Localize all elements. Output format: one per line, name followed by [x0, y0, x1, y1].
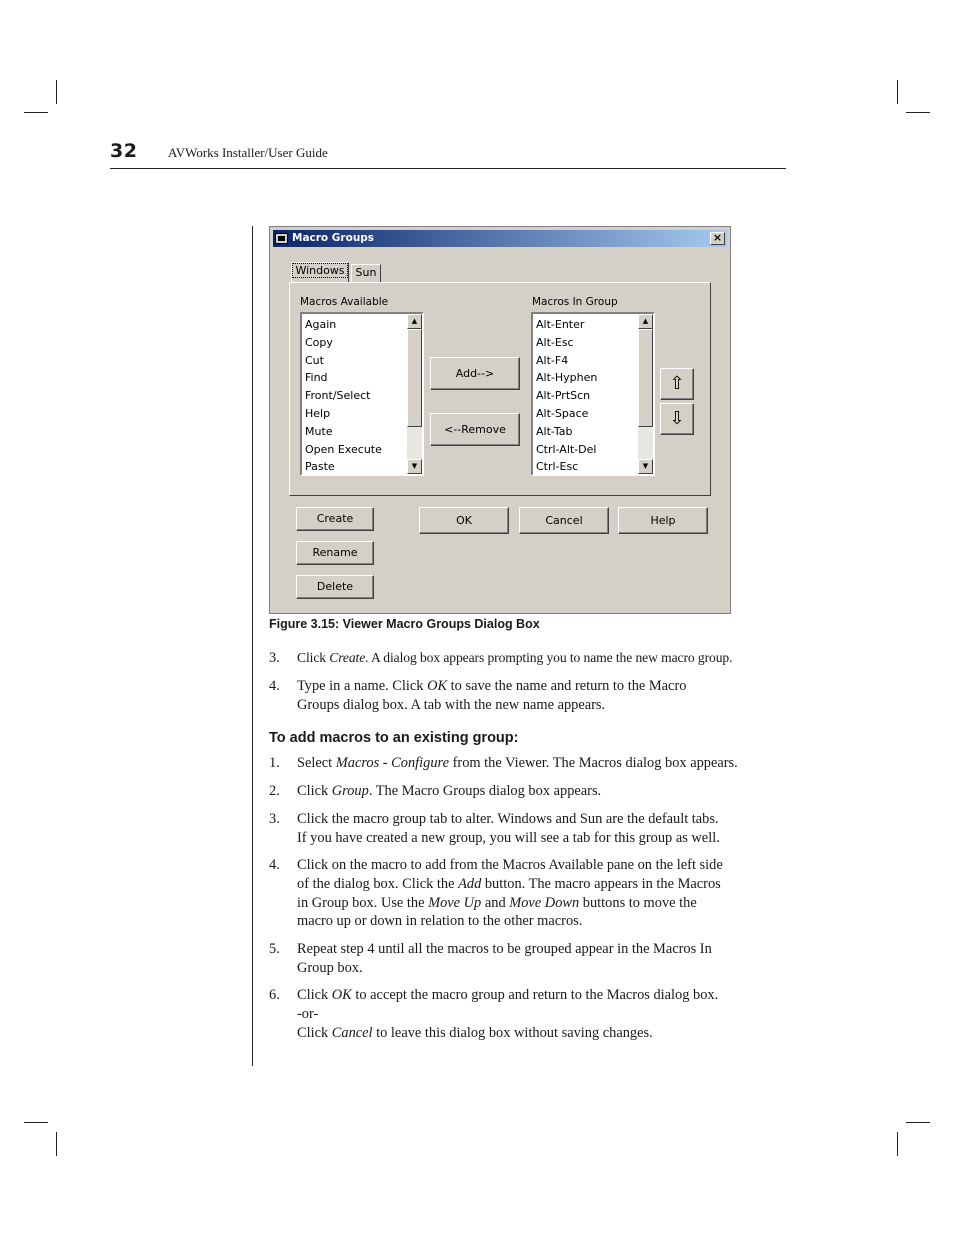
emphasis: OK [427, 678, 448, 694]
step-text [297, 649, 789, 668]
step-line [297, 696, 789, 715]
step-text [297, 782, 789, 801]
emphasis: Add [458, 875, 482, 892]
text-run: . The Macro Groups dialog box appears. [368, 783, 602, 799]
tab-label: Windows [292, 263, 347, 278]
crop-mark [56, 1132, 57, 1156]
crop-mark [906, 112, 930, 113]
list-item[interactable]: Alt-PrtScn [536, 389, 591, 403]
scroll-up-icon[interactable]: ▲ [638, 314, 653, 329]
move-down-button[interactable] [660, 403, 694, 435]
step-text [297, 754, 789, 773]
step-line [297, 1005, 789, 1024]
figure-caption: Figure 3.15: Viewer Macro Groups Dialog Box [269, 617, 540, 631]
text-run: Click [297, 783, 332, 799]
step-text [297, 810, 789, 848]
step-text [297, 856, 789, 931]
running-head: AVWorks Installer/User Guide [168, 145, 328, 160]
list-item[interactable]: Ctrl-Esc [536, 460, 579, 474]
step-line [297, 829, 789, 848]
scroll-down-icon[interactable]: ▼ [638, 459, 653, 474]
list-item[interactable]: Alt-Enter [536, 318, 585, 331]
text-run: macro up or down in relation to the other macros. [297, 913, 583, 930]
emphasis: Group [331, 783, 369, 799]
text-run: Click [297, 650, 330, 665]
list-item[interactable]: Find [305, 371, 328, 385]
move-up-button[interactable] [660, 368, 694, 400]
list-item[interactable]: Alt-Tab [536, 424, 573, 438]
step-line [297, 1024, 789, 1043]
scroll-up-icon[interactable]: ▲ [407, 314, 422, 329]
list-item[interactable]: Help [305, 406, 331, 420]
list-item[interactable]: Cut [305, 353, 324, 367]
step-line [297, 649, 789, 668]
page-number: 32 [110, 140, 138, 162]
text-run: Select [297, 755, 336, 771]
crop-mark [24, 112, 48, 113]
step-line [297, 856, 789, 875]
list-item[interactable]: Alt-Space [536, 406, 589, 420]
step-number: 4. [269, 857, 280, 873]
step-line [297, 754, 789, 773]
app-icon [275, 233, 288, 244]
macros-in-group-label: Macros In Group [532, 296, 618, 308]
crop-mark [897, 80, 898, 104]
list-item[interactable]: Again [305, 318, 337, 331]
text-run: If you have created a new group, you will see a tab for this group as well. [297, 829, 720, 846]
step-line [297, 677, 789, 696]
scroll-thumb[interactable] [407, 329, 422, 427]
step-text [297, 986, 789, 1042]
text-run: to save the name and return to the Macro [447, 678, 687, 694]
crop-mark [24, 1122, 48, 1123]
text-run: to accept the macro group and return to the Macros dialog box. [351, 987, 719, 1003]
text-run: button. The macro appears in the Macros [481, 875, 721, 892]
ok-button[interactable]: OK [419, 507, 509, 534]
text-run: Groups dialog box. A tab with the new name appears. [297, 696, 606, 713]
remove-button[interactable]: <--Remove [430, 413, 520, 446]
list-item[interactable]: Alt-Esc [536, 335, 574, 349]
emphasis: Move Down [509, 894, 580, 911]
text-run: and [481, 894, 510, 911]
help-button[interactable]: Help [618, 507, 708, 534]
dialog-title: Macro Groups [292, 232, 375, 244]
crop-mark [906, 1122, 930, 1123]
cancel-button[interactable]: Cancel [519, 507, 609, 534]
step-number: 6. [269, 987, 280, 1003]
step-text [297, 940, 789, 978]
close-button[interactable]: × [710, 232, 725, 245]
step-number: 3. [269, 811, 280, 827]
text-run: from the Viewer. The Macros dialog box appears. [449, 755, 738, 771]
list-item[interactable]: Ctrl-Alt-Del [536, 442, 597, 456]
arrow-up-icon: ⇧ [669, 373, 685, 394]
step-line [297, 810, 789, 829]
section-heading: To add macros to an existing group: [269, 730, 519, 746]
macros-available-label: Macros Available [300, 296, 389, 308]
step-number: 3. [269, 650, 280, 666]
rename-button[interactable]: Rename [296, 541, 374, 565]
step-line [297, 782, 789, 801]
text-run: in Group box. Use the [297, 894, 429, 911]
emphasis: OK [331, 987, 352, 1003]
step-number: 1. [269, 755, 280, 771]
step-line [297, 875, 789, 894]
step-line [297, 959, 789, 978]
text-run: to leave this dialog box without saving changes. [372, 1024, 653, 1041]
macros-in-group-list[interactable] [531, 312, 655, 476]
delete-button[interactable]: Delete [296, 575, 374, 599]
list-item[interactable]: Paste [305, 460, 335, 474]
arrow-down-icon: ⇩ [669, 408, 685, 429]
scroll-down-icon[interactable]: ▼ [407, 459, 422, 474]
text-run: Type in a name. Click [297, 678, 428, 694]
emphasis: Create [329, 650, 366, 665]
step-line [297, 940, 789, 959]
text-run: Click [297, 1024, 332, 1041]
step-number: 4. [269, 678, 280, 694]
emphasis: Macros - Configure [335, 755, 450, 771]
list-item[interactable]: Open Execute [305, 442, 382, 456]
scrollbar[interactable] [638, 314, 653, 474]
margin-rule [252, 226, 253, 1066]
step-text [297, 677, 789, 715]
step-number: 5. [269, 941, 280, 957]
step-line [297, 912, 789, 931]
scroll-thumb[interactable] [638, 329, 653, 427]
text-run: -or- [297, 1005, 319, 1022]
text-run: Repeat step 4 until all the macros to be grouped appear in the Macros In [297, 941, 712, 957]
macros-available-list[interactable] [300, 312, 424, 476]
text-run: . A dialog box appears prompting you to name the new macro group. [365, 650, 733, 665]
add-button[interactable]: Add--> [430, 357, 520, 390]
list-item[interactable]: Alt-Hyphen [536, 371, 598, 385]
emphasis: Move Up [428, 894, 482, 911]
scrollbar[interactable] [407, 314, 422, 474]
header-rule [110, 168, 786, 169]
step-line [297, 986, 789, 1005]
create-button[interactable]: Create [296, 507, 374, 531]
step-number: 2. [269, 783, 280, 799]
text-run: of the dialog box. Click the [297, 875, 459, 892]
text-run: Click the macro group tab to alter. Windows and Sun are the default tabs. [297, 811, 719, 827]
text-run: buttons to move the [579, 894, 697, 911]
text-run: Group box. [297, 959, 363, 976]
list-item[interactable]: Alt-F4 [536, 353, 569, 367]
text-run: Click on the macro to add from the Macros Available pane on the left side [297, 857, 723, 873]
list-item[interactable]: Front/Select [305, 389, 371, 403]
tab-windows[interactable] [291, 262, 349, 283]
crop-mark [897, 1132, 898, 1156]
list-item[interactable]: Mute [305, 424, 333, 438]
macro-groups-dialog [269, 226, 731, 614]
list-item[interactable]: Copy [305, 335, 333, 349]
emphasis: Cancel [331, 1024, 373, 1041]
tab-sun[interactable]: Sun [351, 264, 381, 283]
crop-mark [56, 80, 57, 104]
step-line [297, 894, 789, 913]
dialog-titlebar[interactable] [273, 230, 727, 247]
text-run: Click [297, 987, 332, 1003]
